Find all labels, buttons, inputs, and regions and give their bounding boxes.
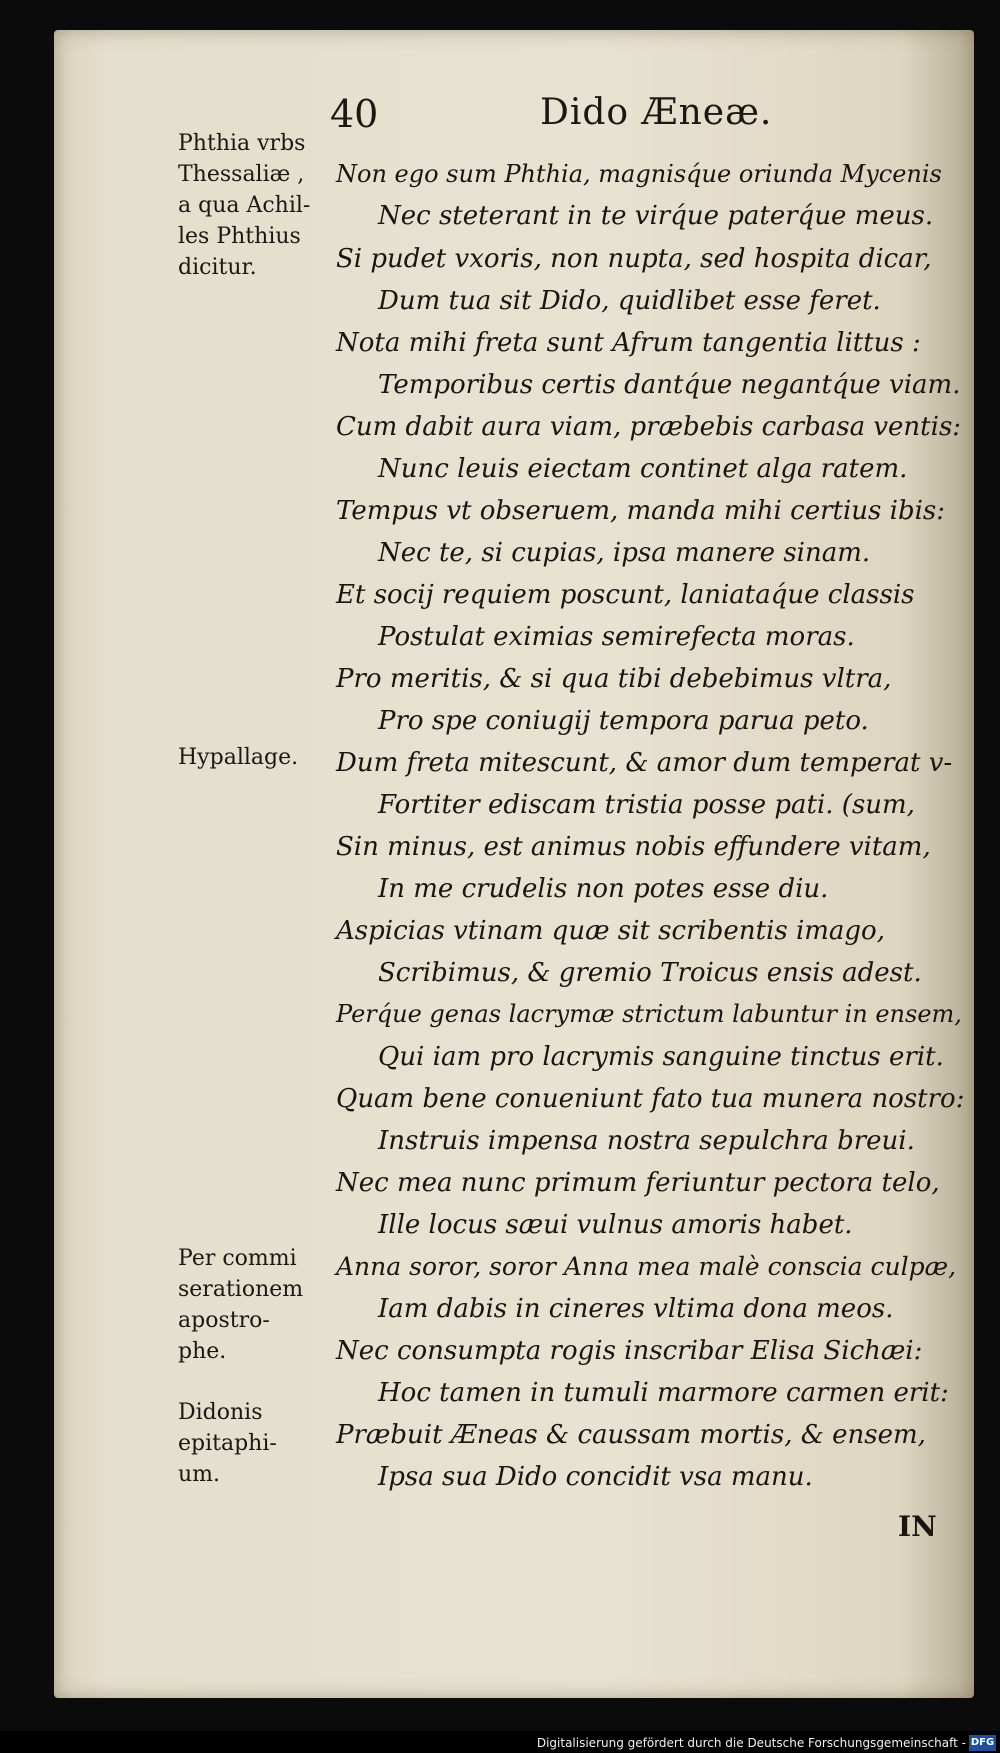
running-head: Dido Æneæ. <box>540 92 773 133</box>
verse-line: Ipsa sua Dido concidit vsa manu. <box>378 1462 813 1492</box>
verse-line: Nec te, si cupias, ipsa manere sinam. <box>378 538 871 568</box>
page-number: 40 <box>330 92 379 136</box>
verse-line: Quam bene conueniunt fato tua munera nostro: <box>336 1084 965 1114</box>
footer-bar <box>0 1731 1000 1753</box>
dfg-logo-icon: DFG <box>969 1735 996 1751</box>
margin-note-line: Hypallage. <box>178 745 299 770</box>
margin-note-line: Per commi <box>178 1246 297 1271</box>
margin-note-line: serationem <box>178 1277 304 1302</box>
margin-note-line: Phthia vrbs <box>178 131 306 156</box>
margin-note-line: a qua Achil- <box>178 193 311 218</box>
verse-line: Temporibus certis dantq́ue negantq́ue viam. <box>378 370 961 400</box>
verse-line: Qui iam pro lacrymis sanguine tinctus erit. <box>378 1042 944 1072</box>
verse-line: Iam dabis in cineres vltima dona meos. <box>378 1294 894 1324</box>
verse-line: Nunc leuis eiectam continet alga ratem. <box>378 454 908 484</box>
margin-note-line: dicitur. <box>178 255 257 280</box>
verse-line: Dum freta mitescunt, & amor dum temperat v- <box>336 748 953 778</box>
margin-note-hypallage <box>178 742 336 773</box>
margin-note-line: les Phthius <box>178 224 301 249</box>
verse-line: Si pudet vxoris, non nupta, sed hospita dicar, <box>336 244 932 274</box>
verse-line: Scribimus, & gremio Troicus ensis adest. <box>378 958 922 988</box>
verse-line: Aspicias vtinam quæ sit scribentis imago, <box>336 916 885 946</box>
verse-line: Non ego sum Phthia, magnisq́ue oriunda Mycenis <box>336 160 942 188</box>
verse-line: Sin minus, est animus nobis effundere vitam, <box>336 832 931 862</box>
margin-note-line: apostro- <box>178 1308 270 1333</box>
verse-line: Præbuit Æneas & caussam mortis, & ensem, <box>336 1420 926 1450</box>
margin-note-line: Didonis <box>178 1400 263 1425</box>
verse-line: Nec consumpta rogis inscribar Elisa Sichæi: <box>336 1336 923 1366</box>
verse-line: Instruis impensa nostra sepulchra breui. <box>378 1126 915 1156</box>
verse-line: Pro meritis, & si qua tibi debebimus vltra, <box>336 664 892 694</box>
margin-note-phthia <box>178 128 336 283</box>
verse-line: Pro spe coniugij tempora parua peto. <box>378 706 869 736</box>
verse-line: Postulat eximias semirefecta moras. <box>378 622 855 652</box>
catchword: IN <box>898 1510 937 1543</box>
margin-note-line: Thessaliæ , <box>178 162 305 187</box>
margin-note-line: phe. <box>178 1339 227 1364</box>
verse-line: Nec steterant in te virq́ue paterq́ue meus. <box>378 201 934 231</box>
verse-line: Tempus vt obseruem, manda mihi certius ibis: <box>336 496 946 526</box>
verse-line: Anna soror, soror Anna mea malè conscia culpæ, <box>336 1252 957 1281</box>
verse-line: Hoc tamen in tumuli marmore carmen erit: <box>378 1378 949 1408</box>
verse-line: In me crudelis non potes esse diu. <box>378 874 829 904</box>
verse-line: Perq́ue genas lacrymæ strictum labuntur in ensem, <box>336 1000 962 1028</box>
margin-note-epitaph <box>178 1397 336 1490</box>
verse-line: Dum tua sit Dido, quidlibet esse feret. <box>378 286 881 316</box>
verse-line: Cum dabit aura viam, præbebis carbasa ventis: <box>336 412 962 442</box>
funding-credit: Digitalisierung gefördert durch die Deutsche Forschungsgemeinschaft - <box>536 1736 966 1750</box>
margin-note-apostrophe <box>178 1243 336 1367</box>
verse-line: Et socij requiem poscunt, laniataq́ue classis <box>336 580 915 610</box>
verse-line: Fortiter ediscam tristia posse pati. (sum, <box>378 790 915 820</box>
verse-line: Nota mihi freta sunt Afrum tangentia littus : <box>336 328 921 358</box>
margin-note-line: um. <box>178 1462 221 1487</box>
margin-note-line: epitaphi- <box>178 1431 277 1456</box>
verse-line: Ille locus sæui vulnus amoris habet. <box>378 1210 853 1240</box>
verse-line: Nec mea nunc primum feriuntur pectora telo, <box>336 1168 940 1198</box>
